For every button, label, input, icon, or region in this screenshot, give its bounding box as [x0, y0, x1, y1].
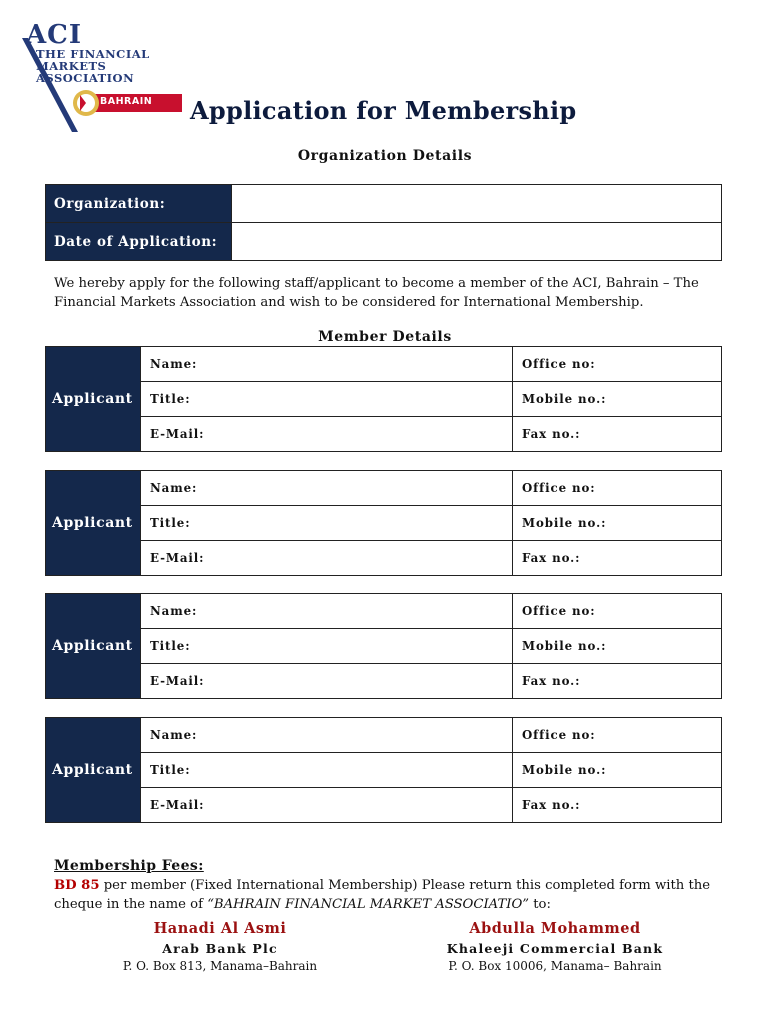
title-field[interactable]: Title: — [141, 506, 513, 541]
fax-no-field[interactable]: Fax no.: — [513, 788, 722, 823]
contact-address: P. O. Box 10006, Manama– Bahrain — [448, 959, 662, 973]
applicant-row-email — [46, 788, 722, 823]
fax-no-field[interactable]: Fax no.: — [513, 417, 722, 452]
aci-logo — [20, 20, 190, 130]
cheque-payee: “BAHRAIN FINANCIAL MARKET ASSOCIATIO” — [207, 896, 530, 912]
office-no-field[interactable]: Office no: — [513, 718, 722, 753]
name-field[interactable]: Name: — [141, 471, 513, 506]
contact-block-1 — [100, 920, 340, 973]
contact-block-2 — [420, 920, 690, 973]
applicant-table-1 — [45, 346, 722, 452]
name-field[interactable]: Name: — [141, 718, 513, 753]
title-field[interactable]: Title: — [141, 629, 513, 664]
page-title: Application for Membership — [190, 96, 577, 125]
membership-fees-text — [54, 877, 744, 914]
membership-fees-heading: Membership Fees: — [54, 858, 204, 874]
office-no-field[interactable]: Office no: — [513, 594, 722, 629]
office-no-field[interactable]: Office no: — [513, 347, 722, 382]
applicant-row-email — [46, 417, 722, 452]
fees-text-part-1: per member (Fixed International Membership) Please return this completed form with the cheque in the name of — [54, 878, 711, 912]
email-field[interactable]: E-Mail: — [141, 788, 513, 823]
name-field[interactable]: Name: — [141, 347, 513, 382]
contact-address: P. O. Box 813, Manama–Bahrain — [122, 959, 318, 973]
fees-text-part-2: to: — [529, 896, 551, 912]
date-of-application-field[interactable] — [232, 223, 722, 261]
title-field[interactable]: Title: — [141, 382, 513, 417]
fax-no-field[interactable]: Fax no.: — [513, 541, 722, 576]
office-no-field[interactable]: Office no: — [513, 471, 722, 506]
email-field[interactable]: E-Mail: — [141, 417, 513, 452]
title-field[interactable]: Title: — [141, 753, 513, 788]
applicant-row-title — [46, 506, 722, 541]
applicant-label: Applicant — [46, 718, 141, 823]
contact-name: Hanadi Al Asmi — [153, 920, 287, 937]
organization-section-heading: Organization Details — [297, 148, 473, 164]
member-section-heading: Member Details — [318, 329, 452, 345]
applicant-label: Applicant — [46, 594, 141, 699]
logo-line-1: THE FINANCIAL — [36, 47, 150, 61]
organization-row — [46, 185, 722, 223]
applicant-row-name — [46, 347, 722, 382]
applicant-table-2 — [45, 470, 722, 576]
fee-amount: BD 85 — [54, 878, 100, 893]
date-of-application-label: Date of Application: — [46, 223, 232, 261]
contact-bank: Arab Bank Plc — [162, 941, 278, 956]
mobile-no-field[interactable]: Mobile no.: — [513, 382, 722, 417]
fax-no-field[interactable]: Fax no.: — [513, 664, 722, 699]
mobile-no-field[interactable]: Mobile no.: — [513, 629, 722, 664]
applicant-table-4 — [45, 717, 722, 823]
applicant-row-name — [46, 594, 722, 629]
logo-line-2: MARKETS — [36, 59, 107, 73]
applicant-label: Applicant — [46, 471, 141, 576]
applicant-row-email — [46, 664, 722, 699]
applicant-row-title — [46, 629, 722, 664]
name-field[interactable]: Name: — [141, 594, 513, 629]
logo-line-3: ASSOCIATION — [36, 71, 135, 85]
mobile-no-field[interactable]: Mobile no.: — [513, 506, 722, 541]
mobile-no-field[interactable]: Mobile no.: — [513, 753, 722, 788]
logo-badge-text: BAHRAIN — [100, 96, 153, 107]
email-field[interactable]: E-Mail: — [141, 541, 513, 576]
intro-paragraph: We hereby apply for the following staff/applicant to become a member of the ACI, Bahrain – The Financial Markets Association and wish to be considered for International Membership. — [54, 276, 699, 310]
applicant-table-3 — [45, 593, 722, 699]
applicant-row-title — [46, 382, 722, 417]
applicant-row-name — [46, 718, 722, 753]
organization-table — [45, 184, 722, 261]
email-field[interactable]: E-Mail: — [141, 664, 513, 699]
contact-bank: Khaleeji Commercial Bank — [446, 941, 664, 956]
applicant-row-title — [46, 753, 722, 788]
applicant-row-email — [46, 541, 722, 576]
applicant-label: Applicant — [46, 347, 141, 452]
applicant-row-name — [46, 471, 722, 506]
contact-name: Abdulla Mohammed — [469, 920, 641, 937]
organization-label: Organization: — [46, 185, 232, 223]
logo-aci-text: ACI — [26, 20, 83, 50]
date-of-application-row — [46, 223, 722, 261]
organization-field[interactable] — [232, 185, 722, 223]
